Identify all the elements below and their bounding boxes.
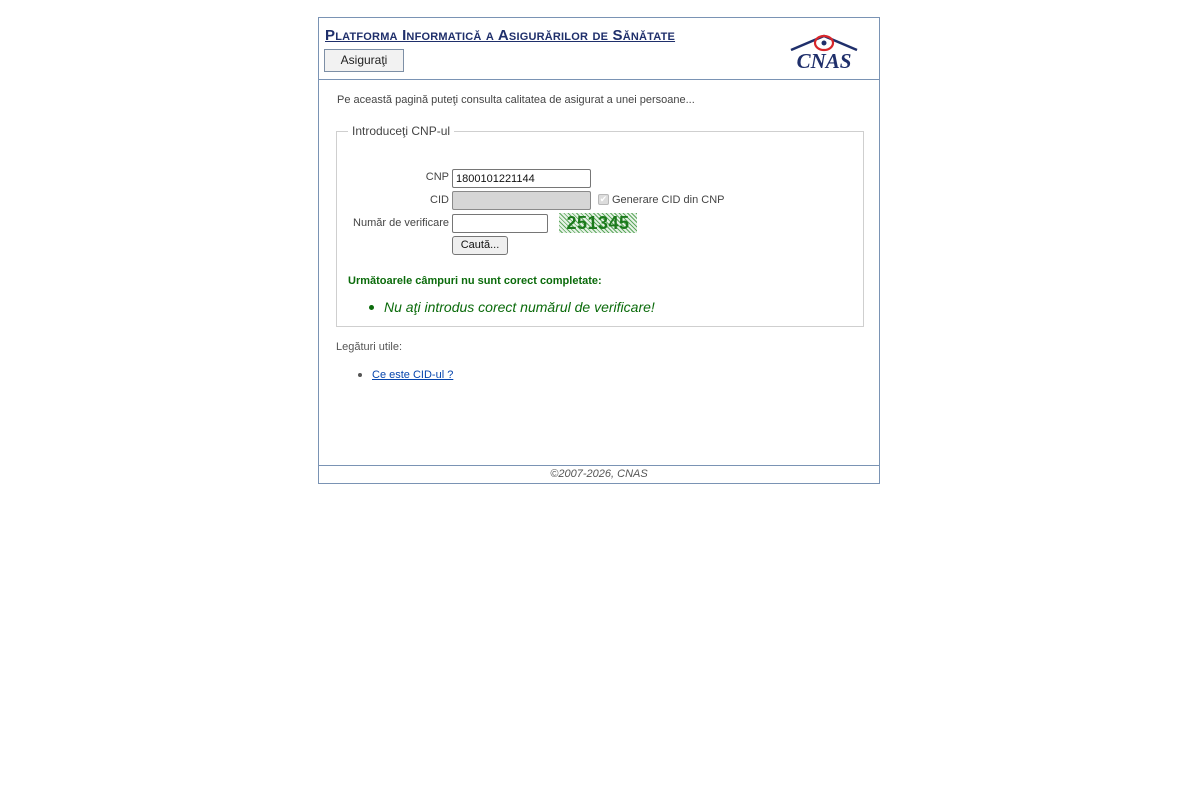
site-title-link[interactable]: Platforma Informatică a Asigurărilor de Sănătate <box>325 27 676 44</box>
generate-cid-checkbox[interactable]: ✔ <box>599 194 608 204</box>
useful-links-title: Legături utile: <box>336 341 403 353</box>
error-bullet <box>369 305 374 310</box>
verification-input[interactable] <box>452 214 548 233</box>
cnp-fieldset-legend: Introduceţi CNP-ul <box>352 124 451 138</box>
cid-label: CID <box>430 194 449 206</box>
generate-cid-label: Generare CID din CNP <box>612 194 725 206</box>
captcha-image: 251345 <box>559 213 637 233</box>
error-title: Următoarele câmpuri nu sunt corect completate: <box>348 275 602 287</box>
logo-eye-pupil <box>822 41 827 46</box>
page-footer: ©2007-2026, CNAS <box>319 465 879 483</box>
cnp-fieldset <box>336 124 864 327</box>
error-item: Nu aţi introdus corect numărul de verificare! <box>384 299 655 315</box>
cnp-input[interactable] <box>452 169 591 188</box>
intro-text: Pe această pagină puteţi consulta calitatea de asigurat a unei persoane... <box>337 94 695 106</box>
asigurati-tab-button[interactable]: Asiguraţi <box>324 49 404 72</box>
cnas-logo <box>785 30 863 72</box>
search-button[interactable]: Caută... <box>452 236 508 255</box>
cid-input[interactable] <box>452 191 591 210</box>
cnp-label: CNP <box>425 171 449 183</box>
link-bullet <box>358 373 362 377</box>
page-header <box>319 18 879 80</box>
verification-label: Număr de verificare <box>353 217 449 229</box>
logo-text: CNAS <box>796 49 852 72</box>
page-frame <box>318 17 880 484</box>
what-is-cid-link[interactable]: Ce este CID-ul ? <box>372 369 454 381</box>
